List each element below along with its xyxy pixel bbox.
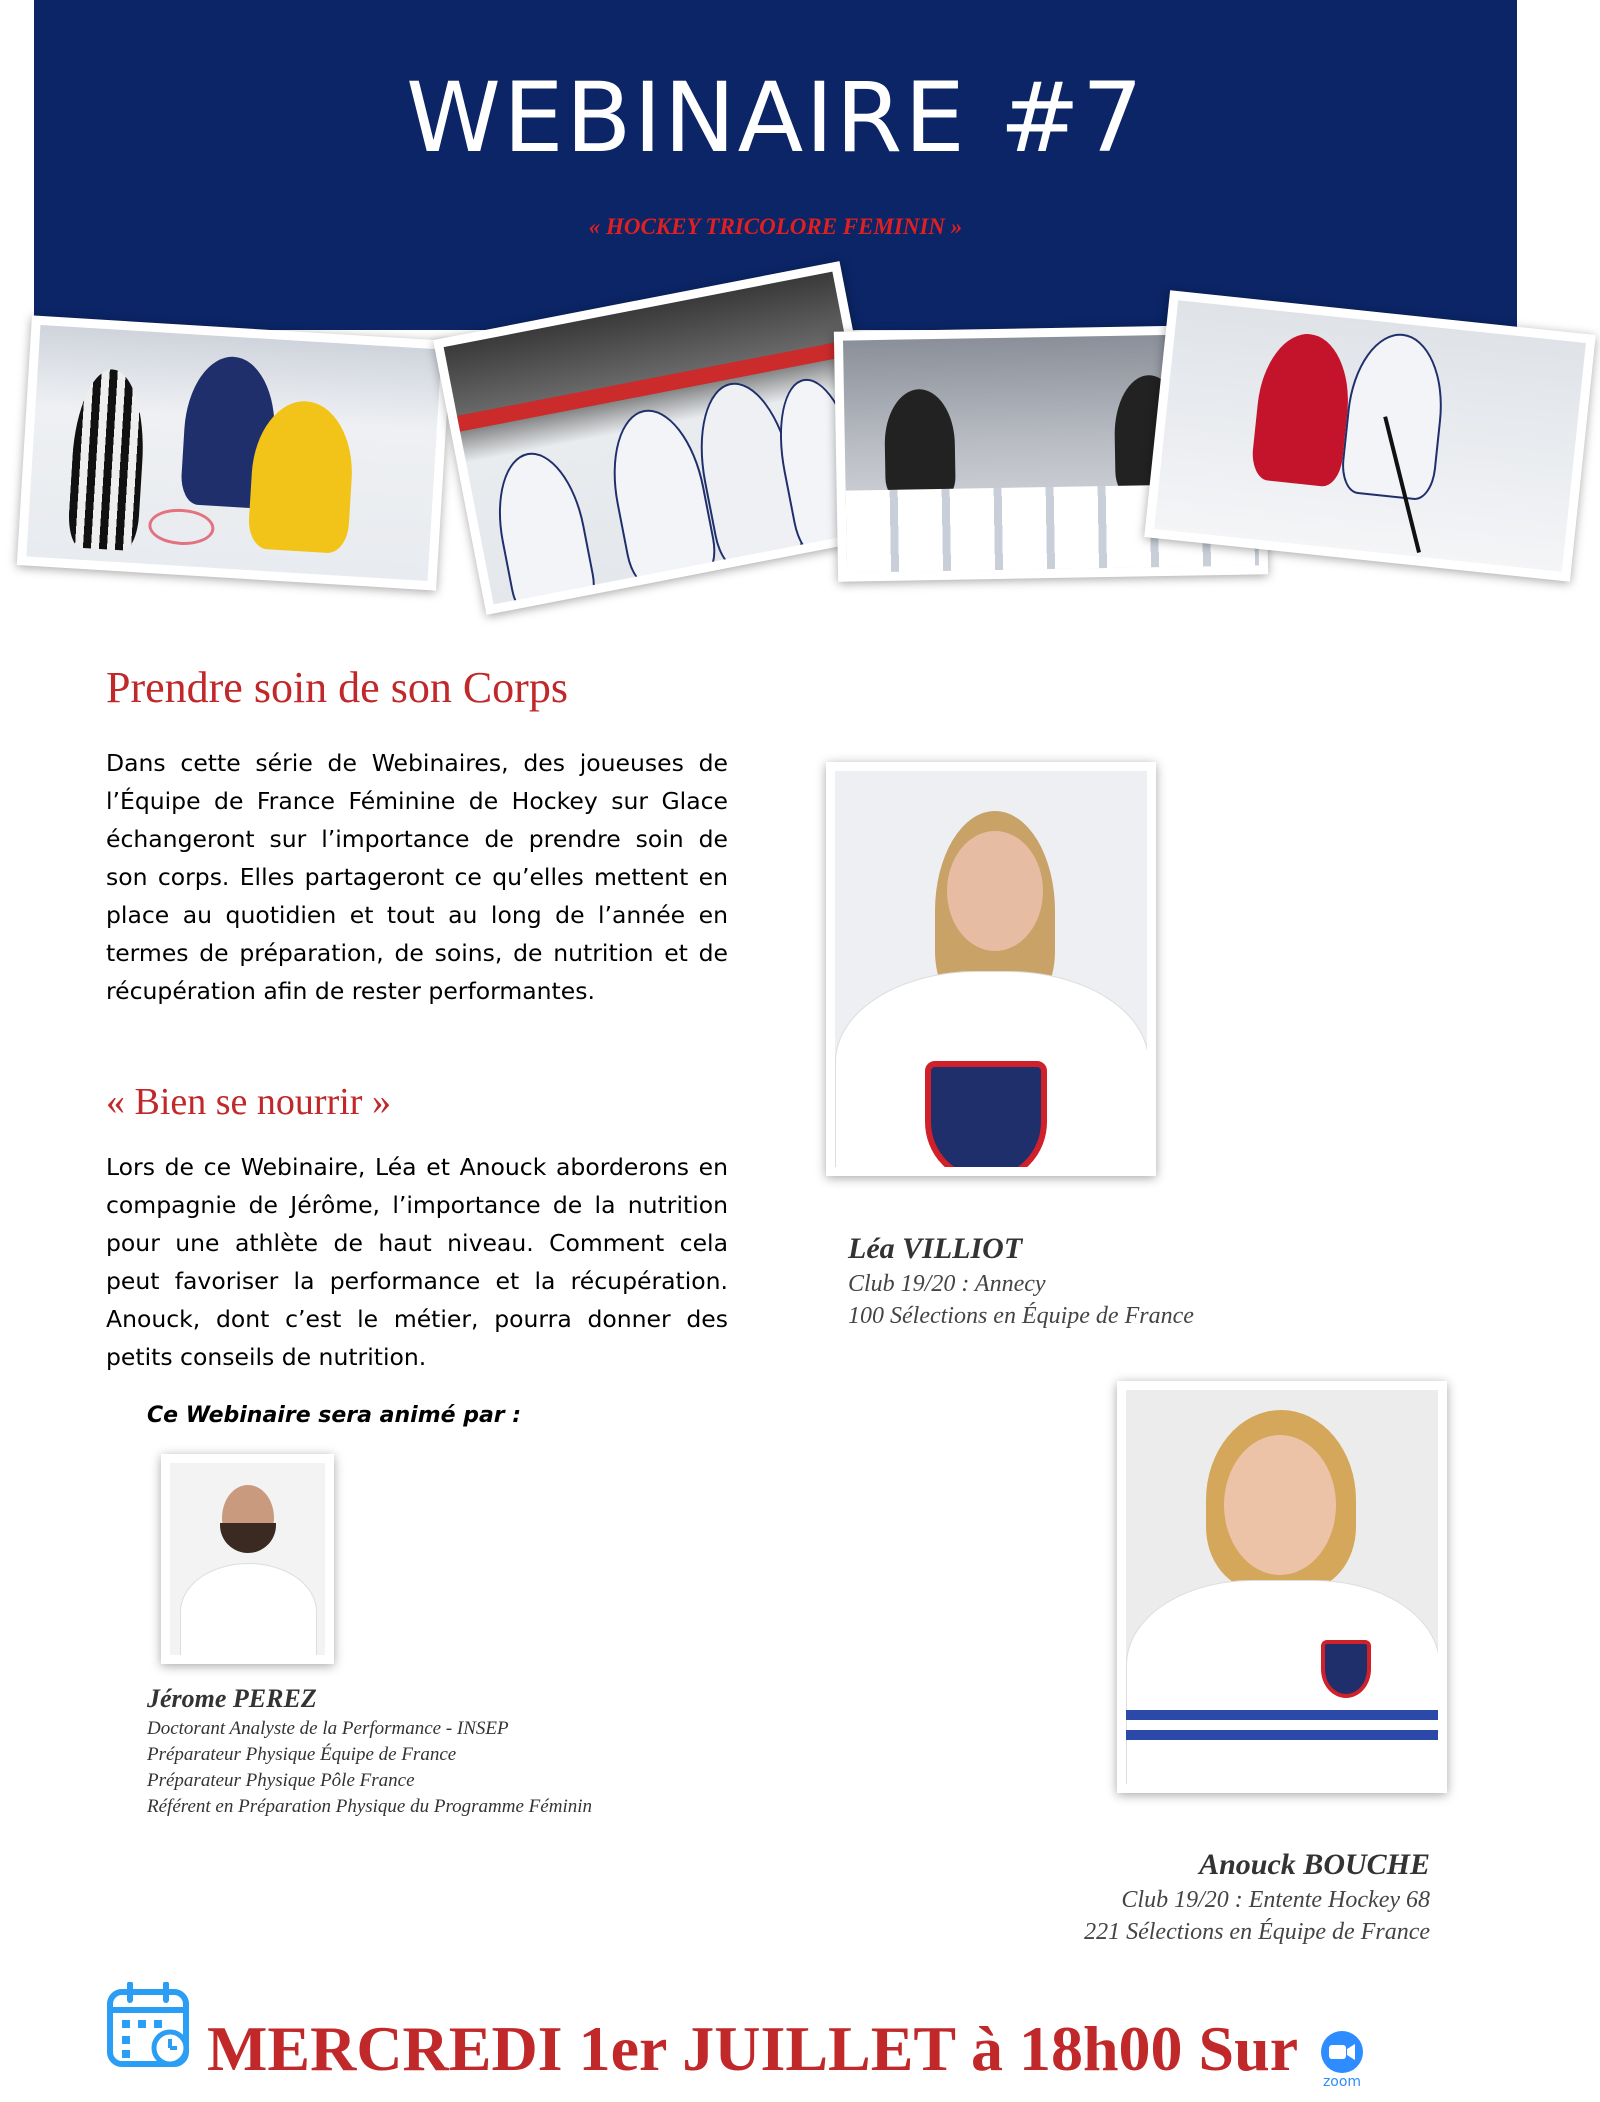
section-body-care: Dans cette série de Webinaires, des joueuses de l’Équipe de France Féminine de Hockey sur Glace échangeront sur l’importance de prendre soin de son corps. Elles partageront ce qu’elles mettent en place au quotidien et tout au long de l’année en termes de préparation, de soins, de nutrition et de récupération afin de rester performantes. <box>106 749 728 1005</box>
zoom-logo[interactable] <box>1312 2030 1372 2094</box>
host-role: Préparateur Physique Pôle France <box>147 1770 415 1791</box>
event-date: MERCREDI 1er JUILLET à 18h00 Sur <box>207 2013 1299 2084</box>
zoom-label: zoom <box>1322 2074 1362 2090</box>
host-role: Doctorant Analyste de la Performance - INSEP <box>147 1718 509 1739</box>
host-name: Jérome PEREZ <box>147 1684 317 1713</box>
calendar-icon <box>106 1982 194 2070</box>
page-subtitle: « HOCKEY TRICOLORE FEMININ » <box>588 214 963 239</box>
player2-club: Club 19/20 : Entente Hockey 68 <box>1121 1887 1430 1913</box>
host-role: Préparateur Physique Équipe de France <box>147 1744 457 1765</box>
player2-portrait <box>1117 1381 1447 1793</box>
skating-photo <box>1144 290 1596 581</box>
player1-selections: 100 Sélections en Équipe de France <box>848 1303 1194 1329</box>
player2-selections: 221 Sélections en Équipe de France <box>1084 1919 1430 1945</box>
player1-portrait <box>826 762 1156 1176</box>
zoom-icon <box>1320 2030 1364 2074</box>
page-title: WEBINAIRE #7 <box>406 62 1145 174</box>
section-body-nutrition: Lors de ce Webinaire, Léa et Anouck aborderons en compagnie de Jérôme, l’importance de la nutrition pour une athlète de haut niveau. Comment cela peut favoriser la performance et la récupération. Anouck, dont c’est le métier, pourra donner des petits conseils de nutrition. <box>106 1153 728 1371</box>
player2-name: Anouck BOUCHE <box>1199 1848 1430 1881</box>
host-portrait <box>161 1454 334 1664</box>
host-role: Référent en Préparation Physique du Programme Féminin <box>147 1796 592 1817</box>
animated-by-label: Ce Webinaire sera animé par : <box>147 1403 522 1428</box>
player1-name: Léa VILLIOT <box>848 1232 1023 1265</box>
faceoff-photo <box>17 315 451 590</box>
section-title-care: Prendre soin de son Corps <box>106 663 568 712</box>
section-title-nutrition: « Bien se nourrir » <box>106 1081 391 1123</box>
player1-club: Club 19/20 : Annecy <box>848 1271 1046 1297</box>
